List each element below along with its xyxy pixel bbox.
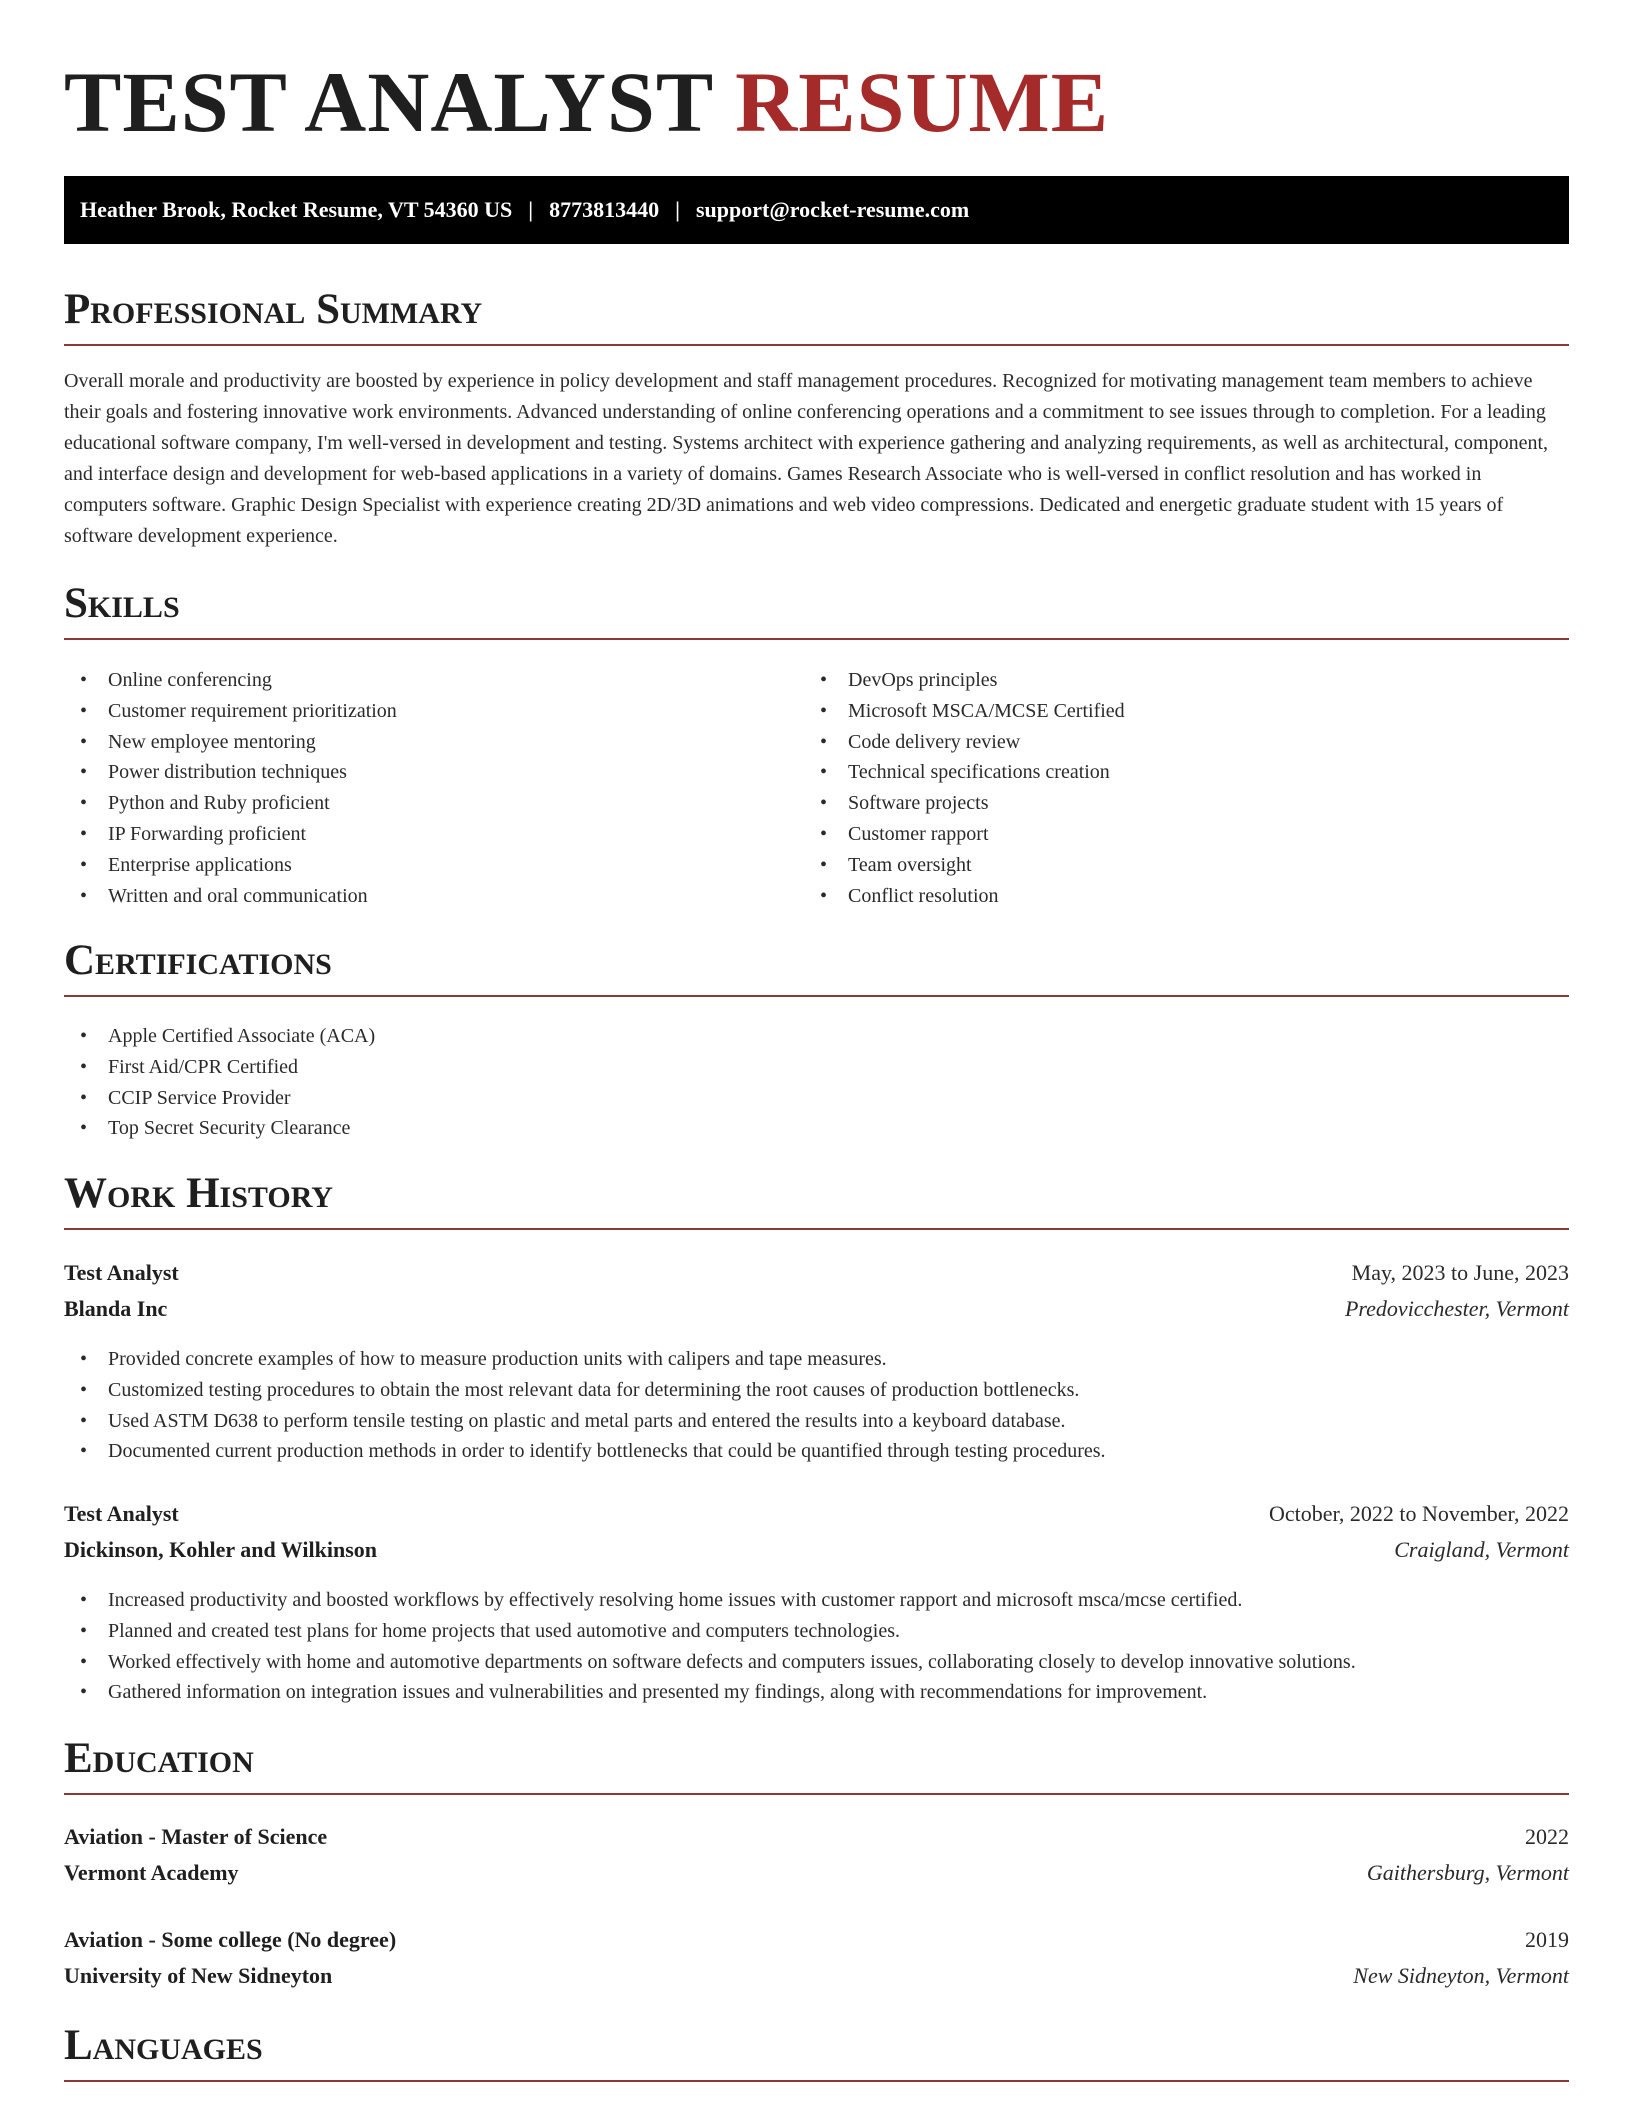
education-year: 2022: [1525, 1824, 1569, 1849]
job-bullets: [64, 1585, 1569, 1708]
languages-heading: Languages: [64, 2020, 1569, 2082]
job-bullet: • Worked effectively with home and automotive departments on software defects and computers issues, collaborating closely to develop innovative solutions.: [64, 1647, 1569, 1678]
skills-heading: Skills: [64, 578, 1569, 640]
job-bullet-list: [64, 1344, 1569, 1467]
education-location: Gaithersburg, Vermont: [1366, 1860, 1569, 1885]
job-location: Predovicchester, Vermont: [1344, 1296, 1569, 1321]
job-bullet: • Documented current production methods in order to identify bottlenecks that could be quantified through testing procedures.: [64, 1436, 1569, 1467]
job-company-row: [64, 1532, 1569, 1568]
job-company-row: [64, 1291, 1569, 1327]
job-dates: October, 2022 to November, 2022: [1268, 1501, 1569, 1526]
education-heading: Education: [64, 1733, 1569, 1795]
job-bullets: [64, 1344, 1569, 1467]
page-title: [64, 52, 1109, 152]
certifications-column: [64, 1021, 764, 1144]
skill-item: • New employee mentoring: [64, 727, 764, 758]
contact-phone: 8773813440: [549, 197, 660, 222]
job-location: Craigland, Vermont: [1394, 1537, 1569, 1562]
certification-item: • Top Secret Security Clearance: [64, 1113, 764, 1144]
skills-right-column: [804, 665, 1504, 911]
job-bullet: • Planned and created test plans for home projects that used automotive and computers technologies.: [64, 1616, 1569, 1647]
certifications-heading: Certifications: [64, 935, 1569, 997]
certification-item: • First Aid/CPR Certified: [64, 1052, 764, 1083]
skills-left-list: [64, 665, 764, 911]
skill-item: • Conflict resolution: [804, 881, 1504, 912]
skill-item: • Technical specifications creation: [804, 757, 1504, 788]
education-location: New Sidneyton, Vermont: [1353, 1963, 1569, 1988]
job-header-row: [64, 1255, 1569, 1291]
skill-item: • Software projects: [804, 788, 1504, 819]
education-header-row: [64, 1922, 1569, 1958]
job-bullet: • Used ASTM D638 to perform tensile testing on plastic and metal parts and entered the results into a keyboard database.: [64, 1406, 1569, 1437]
education-header-row: [64, 1819, 1569, 1855]
skills-left-column: [64, 665, 764, 911]
skill-item: • Written and oral communication: [64, 881, 764, 912]
contact-bar: [64, 176, 1569, 244]
education-school-row: [64, 1855, 1569, 1891]
skill-item: • Python and Ruby proficient: [64, 788, 764, 819]
job-header-row: [64, 1496, 1569, 1532]
contact-separator: |: [675, 197, 680, 222]
summary-text: Overall morale and productivity are boosted by experience in policy development and staff management procedures. Recognized for motivating management team members to achieve their goals and fostering innovative work environments. Advanced understanding of online conferencing operations and a commitment to see issues through to completion. For a leading educational software company, I'm well-versed in development and testing. Systems architect with experience gathering and analyzing requirements, as well as architectural, component, and interface design and development for web-based applications in a variety of domains. Games Research Associate who is well-versed in conflict resolution and has worked in computers software. Graphic Design Specialist with experience creating 2D/3D animations and web video compressions. Dedicated and energetic graduate student with 15 years of software development experience.: [64, 370, 1549, 547]
job-dates: May, 2023 to June, 2023: [1351, 1260, 1569, 1285]
education-year: 2019: [1525, 1927, 1569, 1952]
education-degree: Aviation - Some college (No degree): [64, 1927, 397, 1952]
contact-separator: |: [528, 197, 534, 222]
skills-right-list: [804, 665, 1504, 911]
contact-email: support@rocket-resume.com: [695, 197, 970, 222]
skill-item: • Power distribution techniques: [64, 757, 764, 788]
job-bullet-list: [64, 1585, 1569, 1708]
work-history-heading: Work History: [64, 1168, 1569, 1230]
job-bullet: • Increased productivity and boosted workflows by effectively resolving home issues with customer rapport and microsoft msca/mcse certified.: [64, 1585, 1569, 1616]
skill-item: • Customer requirement prioritization: [64, 696, 764, 727]
skill-item: • Online conferencing: [64, 665, 764, 696]
education-school: University of New Sidneyton: [64, 1963, 333, 1988]
job-bullet: • Provided concrete examples of how to measure production units with calipers and tape measures.: [64, 1344, 1569, 1375]
job-title: Test Analyst: [64, 1501, 179, 1526]
job-company: Dickinson, Kohler and Wilkinson: [64, 1537, 378, 1562]
certification-item: • CCIP Service Provider: [64, 1083, 764, 1114]
title-main: TEST ANALYST: [64, 54, 713, 150]
skill-item: • Enterprise applications: [64, 850, 764, 881]
certifications-list: [64, 1021, 764, 1144]
contact-address: Heather Brook, Rocket Resume, VT 54360 US: [80, 197, 513, 222]
skill-item: • Customer rapport: [804, 819, 1504, 850]
skill-item: • DevOps principles: [804, 665, 1504, 696]
skill-item: • Team oversight: [804, 850, 1504, 881]
education-school: Vermont Academy: [64, 1860, 239, 1885]
skill-item: • Code delivery review: [804, 727, 1504, 758]
skill-item: • Microsoft MSCA/MCSE Certified: [804, 696, 1504, 727]
education-school-row: [64, 1958, 1569, 1994]
job-company: Blanda Inc: [64, 1296, 168, 1321]
job-bullet: • Customized testing procedures to obtain the most relevant data for determining the root causes of production bottlenecks.: [64, 1375, 1569, 1406]
certification-item: • Apple Certified Associate (ACA): [64, 1021, 764, 1052]
skill-item: • IP Forwarding proficient: [64, 819, 764, 850]
summary-heading: Professional Summary: [64, 284, 1569, 346]
title-accent: RESUME: [735, 54, 1110, 150]
education-degree: Aviation - Master of Science: [64, 1824, 328, 1849]
job-title: Test Analyst: [64, 1260, 179, 1285]
job-bullet: • Gathered information on integration issues and vulnerabilities and presented my findings, along with recommendations for improvement.: [64, 1677, 1569, 1708]
